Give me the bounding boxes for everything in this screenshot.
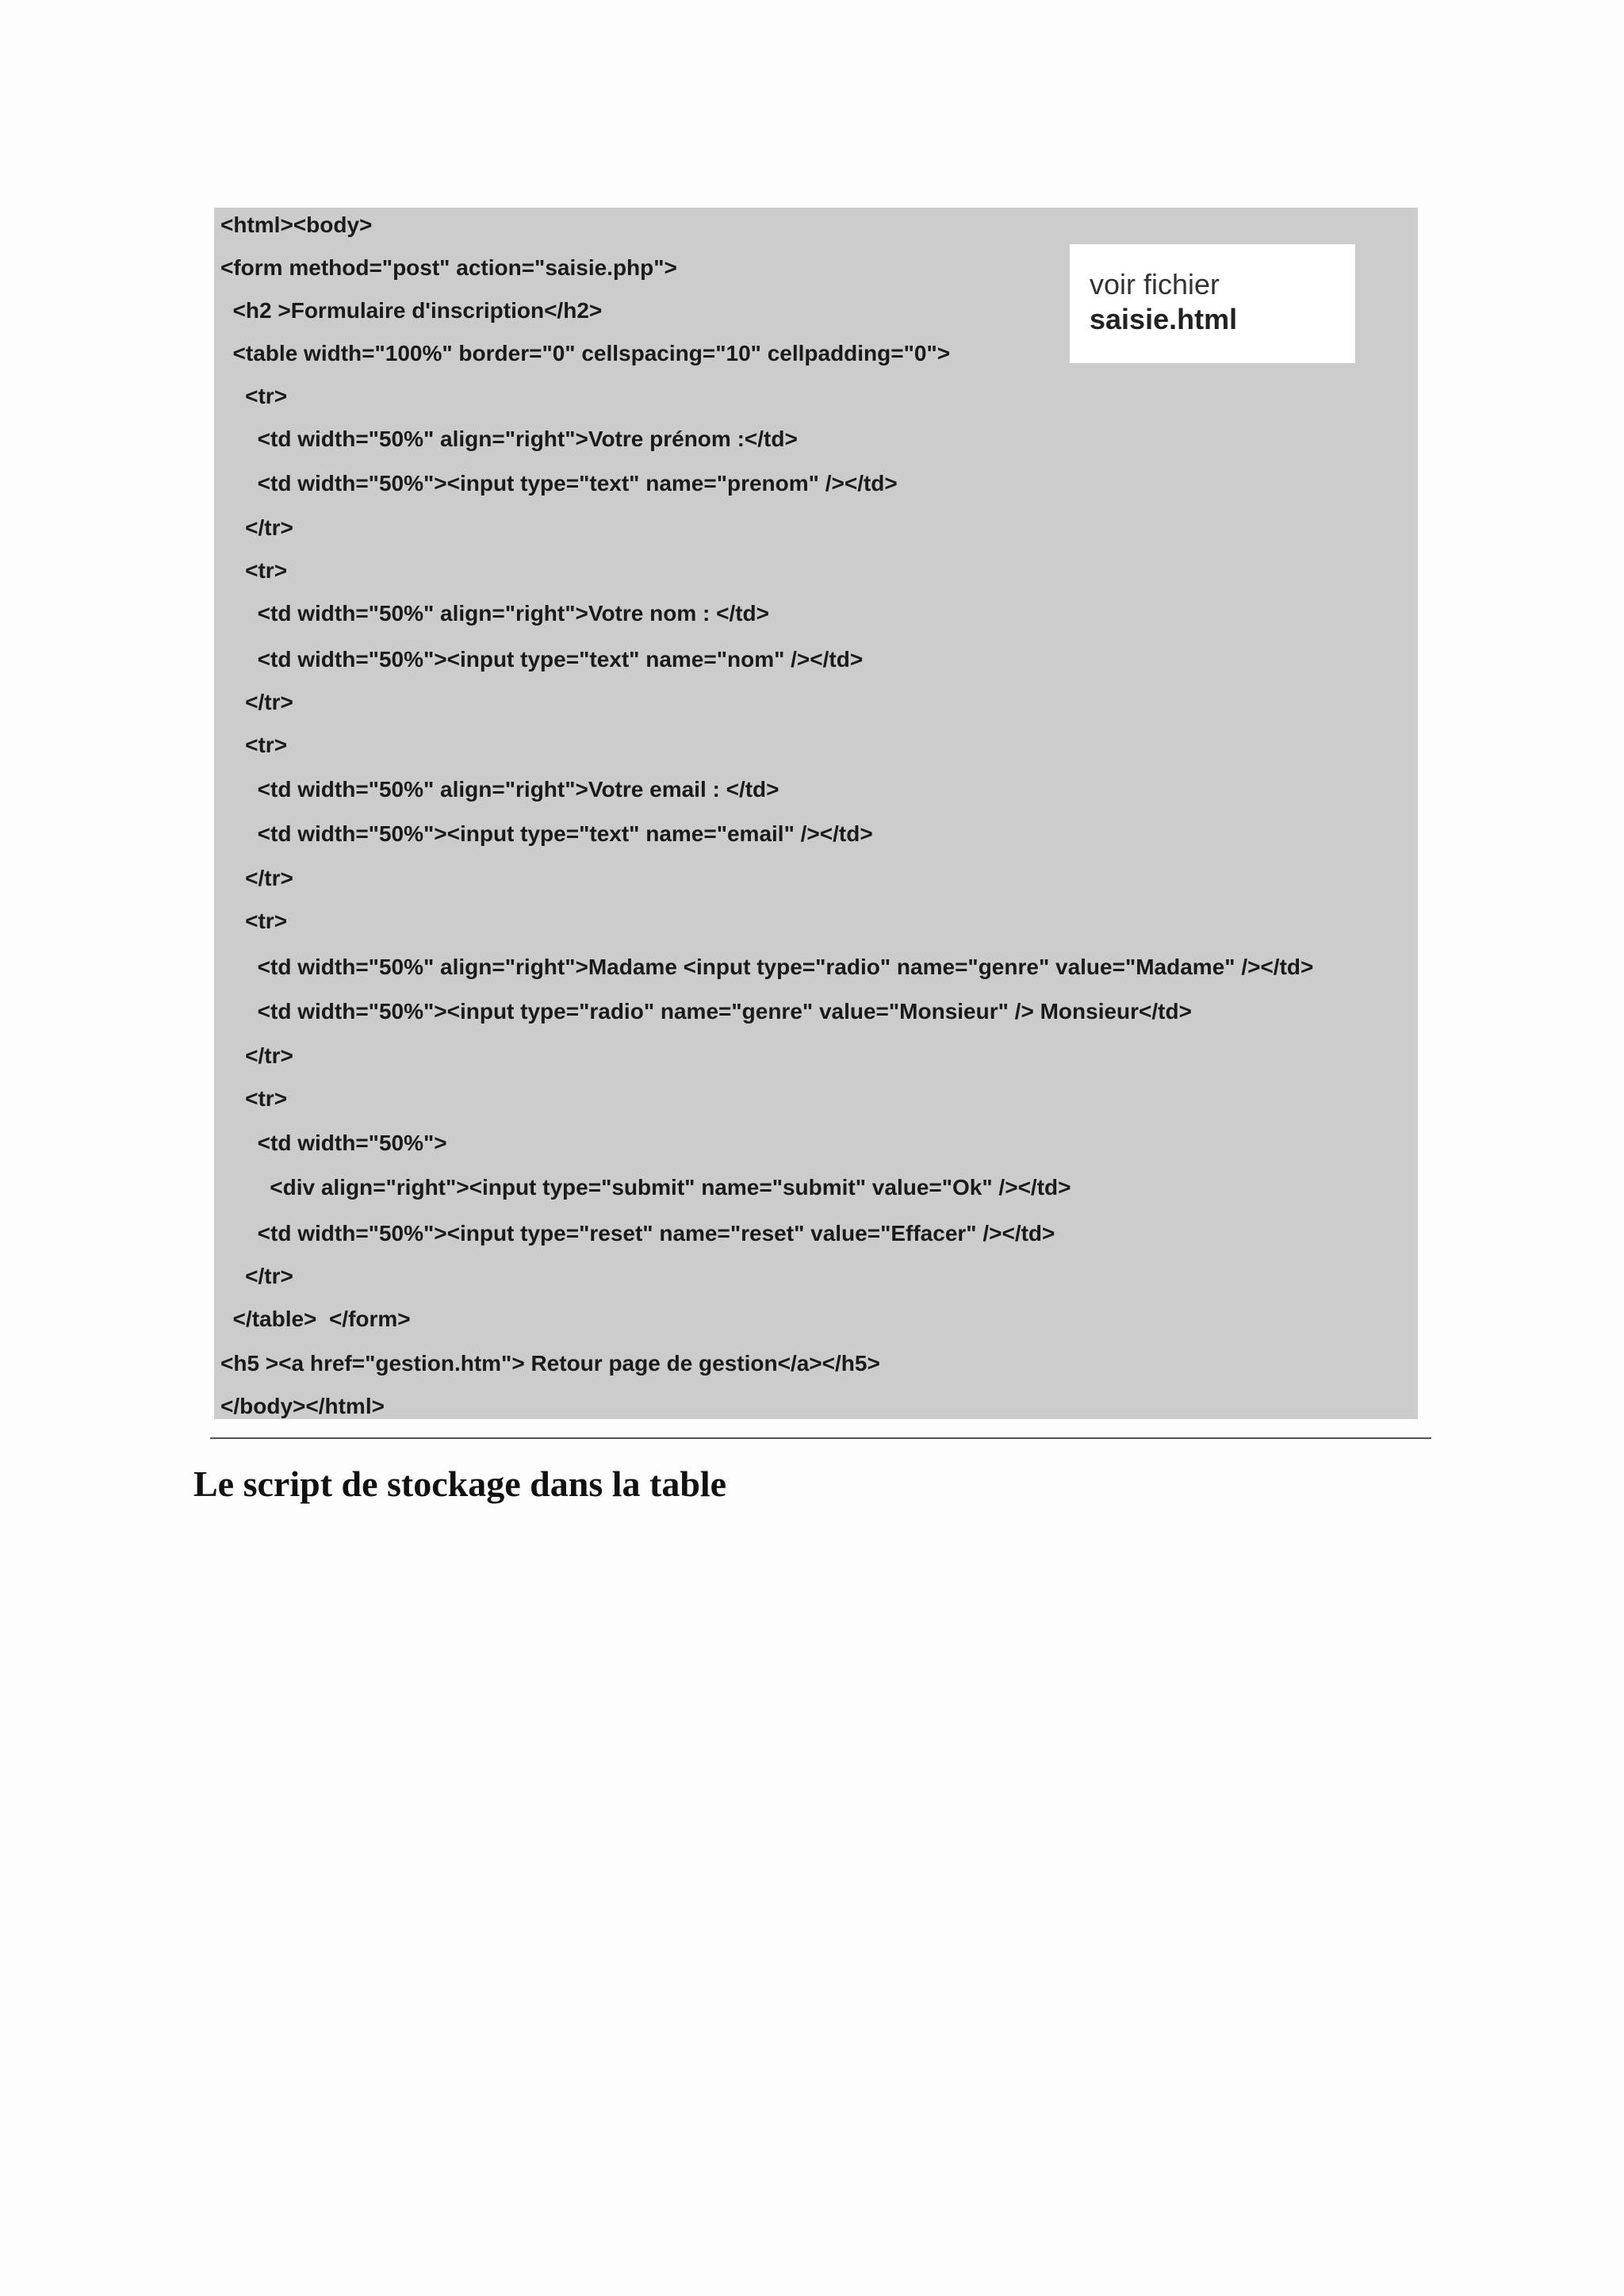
code-line: </tr> (220, 866, 293, 890)
code-line: <td width="50%"><input type="reset" name="reset" value="Effacer" /></td> (220, 1221, 1055, 1246)
code-line: </body></html> (220, 1394, 385, 1418)
section-heading: Le script de stockage dans la table (193, 1464, 727, 1504)
code-line: <tr> (220, 909, 288, 933)
code-line: </table> </form> (220, 1307, 411, 1331)
code-line: <td width="50%" align="right">Votre email : </td> (220, 777, 779, 802)
file-reference-note (1070, 244, 1355, 363)
code-line: <form method="post" action="saisie.php"> (220, 255, 677, 280)
code-line: </tr> (220, 690, 293, 714)
code-line: <td width="50%" align="right">Votre prénom :</td> (220, 427, 798, 451)
code-line: <td width="50%" align="right">Votre nom : </td> (220, 601, 770, 626)
code-line: <tr> (220, 384, 288, 408)
code-line: <table width="100%" border="0" cellspacing="10" cellpadding="0"> (220, 341, 951, 365)
code-line: <td width="50%"><input type="text" name="email" /></td> (220, 821, 873, 846)
horizontal-divider (210, 1437, 1431, 1439)
code-line: <td width="50%"><input type="text" name="prenom" /></td> (220, 471, 898, 496)
code-line: <h2 >Formulaire d'inscription</h2> (220, 298, 603, 323)
code-line: <td width="50%" align="right">Madame <input type="radio" name="genre" value="Madame" /></td> (220, 955, 1314, 979)
code-line: <tr> (220, 733, 288, 757)
code-line: </tr> (220, 1264, 293, 1288)
code-line: <div align="right"><input type="submit" name="submit" value="Ok" /></td> (220, 1175, 1071, 1200)
code-line: <td width="50%"><input type="text" name="nom" /></td> (220, 647, 864, 672)
note-filename: saisie.html (1090, 303, 1238, 335)
code-line: <td width="50%"> (220, 1131, 447, 1155)
note-label: voir fichier (1090, 268, 1220, 300)
code-listing-panel (214, 208, 1418, 1419)
code-line: </tr> (220, 1043, 293, 1068)
code-line: <tr> (220, 558, 288, 583)
code-line: <tr> (220, 1086, 288, 1111)
code-line: </tr> (220, 515, 293, 540)
code-line: <html><body> (220, 212, 373, 237)
code-line: <h5 ><a href="gestion.htm"> Retour page de gestion</a></h5> (220, 1351, 880, 1376)
code-line: <td width="50%"><input type="radio" name="genre" value="Monsieur" /> Monsieur</td> (220, 999, 1192, 1024)
